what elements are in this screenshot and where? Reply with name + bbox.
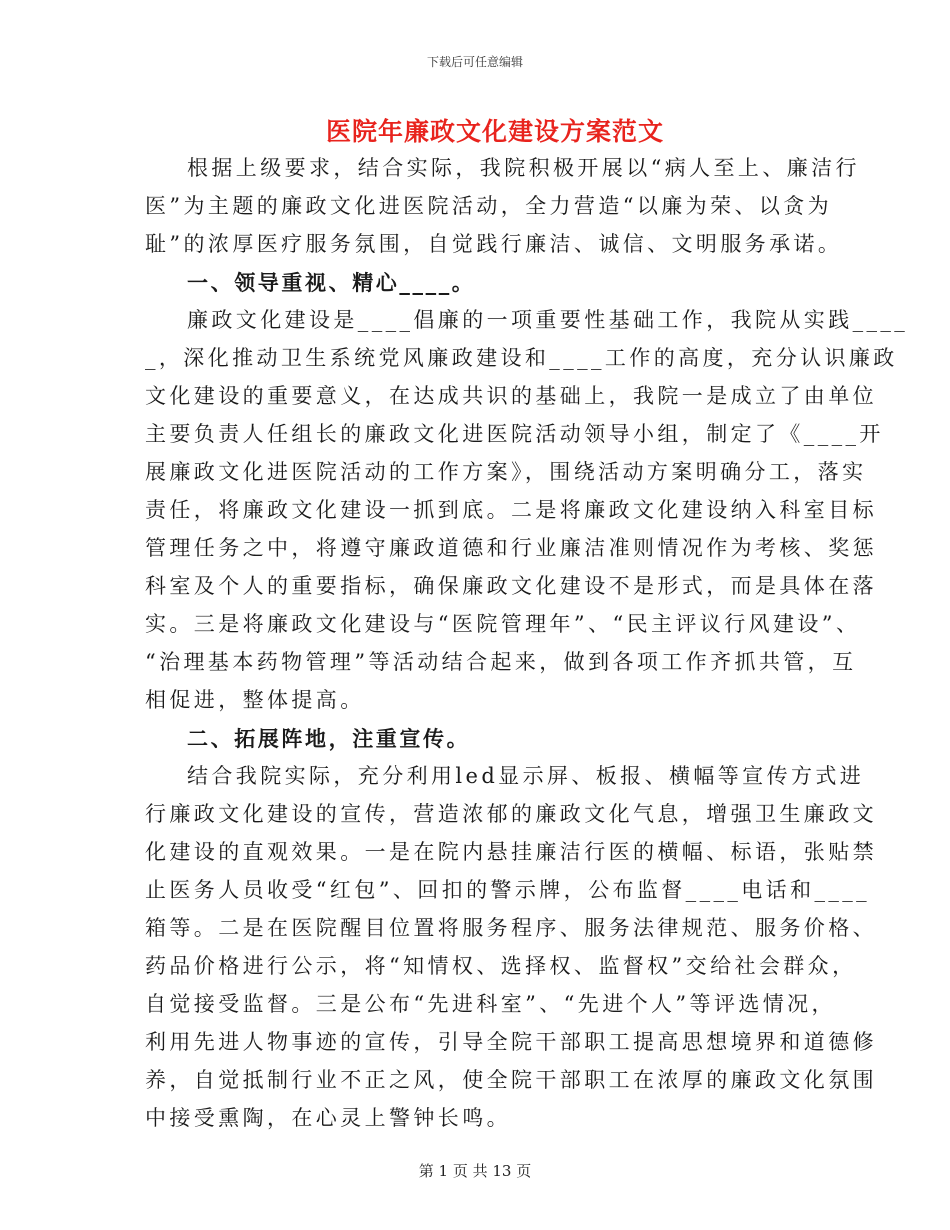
paragraph-line: 耻”的浓厚医疗服务氛围，自觉践行廉洁、诚信、文明服务承诺。 bbox=[145, 232, 843, 256]
paragraph-line: 利用先进人物事迹的宣传，引导全院干部职工提高思想境界和道德修 bbox=[145, 1030, 877, 1054]
paragraph-line: 相促进，整体提高。 bbox=[145, 688, 365, 712]
document-title: 医院年廉政文化建设方案范文 bbox=[325, 117, 664, 146]
paragraph-line: _，深化推动卫生系统党风廉政建设和____工作的高度，充分认识廉政 bbox=[145, 346, 898, 370]
paragraph-line: 自觉接受监督。三是公布“先进科室”、“先进个人”等评选情况， bbox=[145, 992, 836, 1016]
paragraph-line: 实。三是将廉政文化建设与“医院管理年”、“民主评议行风建设”、 bbox=[145, 612, 861, 636]
paragraph-line: 根据上级要求，结合实际，我院积极开展以“病人至上、廉洁行 bbox=[187, 156, 860, 180]
paragraph-line: 箱等。二是在医院醒目位置将服务程序、服务法律规范、服务价格、 bbox=[145, 916, 877, 940]
paragraph-line: 责任，将廉政文化建设一抓到底。二是将廉政文化建设纳入科室目标 bbox=[145, 498, 877, 522]
paragraph-line: 管理任务之中，将遵守廉政道德和行业廉洁准则情况作为考核、奖惩 bbox=[145, 536, 877, 560]
paragraph-line: 文化建设的重要意义，在达成共识的基础上，我院一是成立了由单位 bbox=[145, 384, 877, 408]
section-heading: 一、领导重视、精心____。 bbox=[187, 270, 476, 295]
paragraph-line: 廉政文化建设是____倡廉的一项重要性基础工作，我院从实践____ bbox=[187, 308, 909, 332]
paragraph-line: 结合我院实际，充分利用led显示屏、板报、横幅等宣传方式进 bbox=[187, 764, 865, 788]
page-footer: 第 1 页 共 13 页 bbox=[418, 1162, 532, 1180]
paragraph-line: 养，自觉抵制行业不正之风，使全院干部职工在浓厚的廉政文化氛围 bbox=[145, 1068, 877, 1092]
section-heading: 二、拓展阵地，注重宣传。 bbox=[187, 726, 471, 751]
paragraph-line: 主要负责人任组长的廉政文化进医院活动领导小组，制定了《____开 bbox=[145, 422, 884, 446]
paragraph-line: 医”为主题的廉政文化进医院活动，全力营造“以廉为荣、以贪为 bbox=[145, 194, 833, 218]
paragraph-line: 药品价格进行公示，将“知情权、选择权、监督权”交给社会群众， bbox=[145, 954, 857, 978]
paragraph-line: 行廉政文化建设的宣传，营造浓郁的廉政文化气息，增强卫生廉政文 bbox=[145, 802, 877, 826]
paragraph-line: 化建设的直观效果。一是在院内悬挂廉洁行医的横幅、标语，张贴禁 bbox=[145, 840, 877, 864]
paragraph-line: 展廉政文化进医院活动的工作方案》，围绕活动方案明确分工，落实 bbox=[145, 460, 867, 484]
paragraph-line: 止医务人员收受“红包”、回扣的警示牌，公布监督____电话和____ bbox=[145, 878, 871, 902]
paragraph-line: 科室及个人的重要指标，确保廉政文化建设不是形式，而是具体在落 bbox=[145, 574, 877, 598]
header-note: 下载后可任意编辑 bbox=[426, 55, 523, 69]
paragraph-line: 中接受熏陶，在心灵上警钟长鸣。 bbox=[145, 1106, 511, 1130]
paragraph-line: “治理基本药物管理”等活动结合起来，做到各项工作齐抓共管，互 bbox=[145, 650, 857, 674]
